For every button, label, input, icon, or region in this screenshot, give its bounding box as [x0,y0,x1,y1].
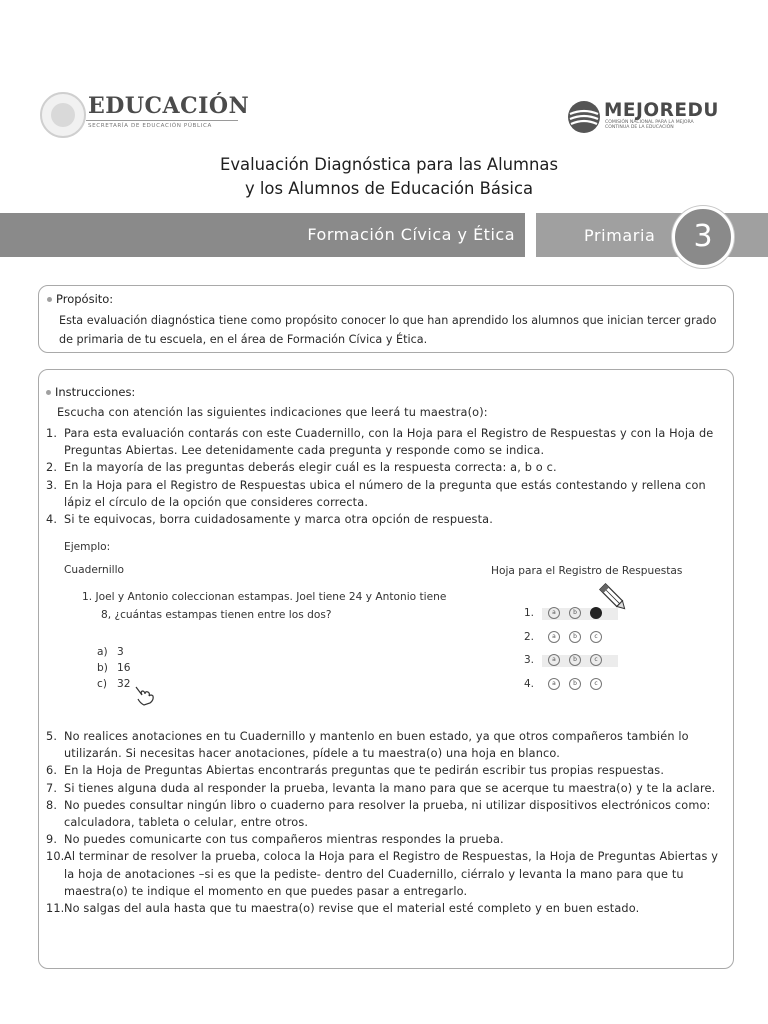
bubble-c-filled: c [590,607,602,619]
option-c: c) 32 [97,678,131,690]
purpose-heading: Propósito: [47,292,113,306]
list-item: 2. En la mayoría de las preguntas deberás elegir cuál es la respuesta correcta: a, b o c. [46,461,557,475]
logo-divider [86,120,238,121]
list-item: 11. No salgas del aula hasta que tu maestra(o) revise que el material esté completo y en buen estado. [46,902,640,916]
instructions-heading: Instrucciones: [46,385,135,399]
list-item: 6. En la Hoja de Preguntas Abiertas encontrarás preguntas que te pedirán escribir tus propias respuestas. [46,764,665,778]
subject-name: Formación Cívica y Ética [307,225,515,244]
bubble-c: c [590,631,602,643]
list-item: 7. Si tienes alguna duda al responder la prueba, levanta la mano para que se acerque tu maestra(o) y te la aclare. [46,781,716,795]
answer-row: 4. a b c [524,678,616,692]
mejoredu-subtitle: COMISIÓN NACIONAL PARA LA MEJORA CONTINUA DE LA EDUCACIÓN [605,120,694,131]
list-item: 1. Para esta evaluación contarás con este Cuadernillo, con la Hoja para el Registro de Respuestas y con la Hoja de Preguntas Abiertas. Lee detenidamente cada pregunta y responde como se indica. [46,427,714,458]
document-title [0,153,768,201]
list-item: 5. No realices anotaciones en tu Cuadernillo y mantenlo en buen estado, ya que otros compañeros también lo utilizarán. Si necesitas hacer anotaciones, pídele a tu maestra(o) una hoja en blanco. [46,730,689,761]
bubble-b: b [569,607,581,619]
purpose-text: Esta evaluación diagnóstica tiene como propósito conocer lo que han aprendido los alumnos que inician tercer grado de primaria de tu escuela, en el área de Formación Cívica y Ética. [59,314,717,346]
bubble-a: a [548,678,560,690]
answer-sheet-label: Hoja para el Registro de Respuestas [491,565,683,577]
example-label: Ejemplo: [64,541,111,553]
purpose-box [38,285,734,353]
mejoredu-logo-text: MEJOREDU [604,100,719,121]
answer-row: 2. a b c [524,631,616,645]
bubble-a: a [548,607,560,619]
bubble-a: a [548,654,560,666]
answer-row: 3. a b c [524,654,616,668]
bubble-b: b [569,654,581,666]
list-item: 10. Al terminar de resolver la prueba, coloca la Hoja para el Registro de Respuestas, la Hoja de Preguntas Abiertas y la hoja de anotaciones –si es que la pediste- dentro del Cuadernillo, ciérralo y levanta la mano para que tu maestra(o) te indique el momento en que puedes pasar a entregarlo. [46,850,719,898]
bubble-b: b [569,631,581,643]
example-options [97,644,130,692]
pencil-icon [596,580,632,616]
instructions-list-b [46,728,724,917]
title-line-2: y los Alumnos de Educación Básica [244,179,534,198]
option-b: b) 16 [97,662,131,674]
bubble-b: b [569,678,581,690]
bullet-icon [46,390,51,395]
answer-row: 1. a b c [524,607,616,621]
pointing-hand-icon [130,681,158,707]
mejoredu-logo-icon [567,100,601,134]
sep-seal-logo [40,92,86,138]
instructions-list-a [46,425,724,528]
example-question-line-2: 8, ¿cuántas estampas tienen entre los dos? [101,609,332,621]
list-item: 3. En la Hoja para el Registro de Respuestas ubica el número de la pregunta que estás contestando y rellena con lápiz el círculo de la opción que consideres correcta. [46,478,706,509]
instructions-intro: Escucha con atención las siguientes indicaciones que leerá tu maestra(o): [57,406,488,419]
bullet-icon [47,297,52,302]
bubble-a: a [548,631,560,643]
bubble-c: c [590,678,602,690]
list-item: 9. No puedes comunicarte con tus compañeros mientras respondes la prueba. [46,833,504,847]
sep-subtitle: SECRETARÍA DE EDUCACIÓN PÚBLICA [88,123,212,129]
level-name: Primaria [584,226,656,245]
educacion-logo-text: EDUCACIÓN [88,93,250,119]
list-item: 8. No puedes consultar ningún libro o cuaderno para resolver la prueba, ni utilizar dispositivos electrónicos como: calculadora, tableta o celular, entre otros. [46,798,711,830]
bubble-c: c [590,654,602,666]
grade-badge: 3 [672,206,734,268]
list-item: 4. Si te equivocas, borra cuidadosamente y marca otra opción de respuesta. [46,513,493,527]
option-a: a) 3 [97,646,124,658]
example-question-line-1: 1. Joel y Antonio coleccionan estampas. Joel tiene 24 y Antonio tiene [82,591,447,603]
subject-banner [0,213,525,257]
title-line-1: Evaluación Diagnóstica para las Alumnas [220,155,558,174]
booklet-label: Cuadernillo [64,564,125,576]
